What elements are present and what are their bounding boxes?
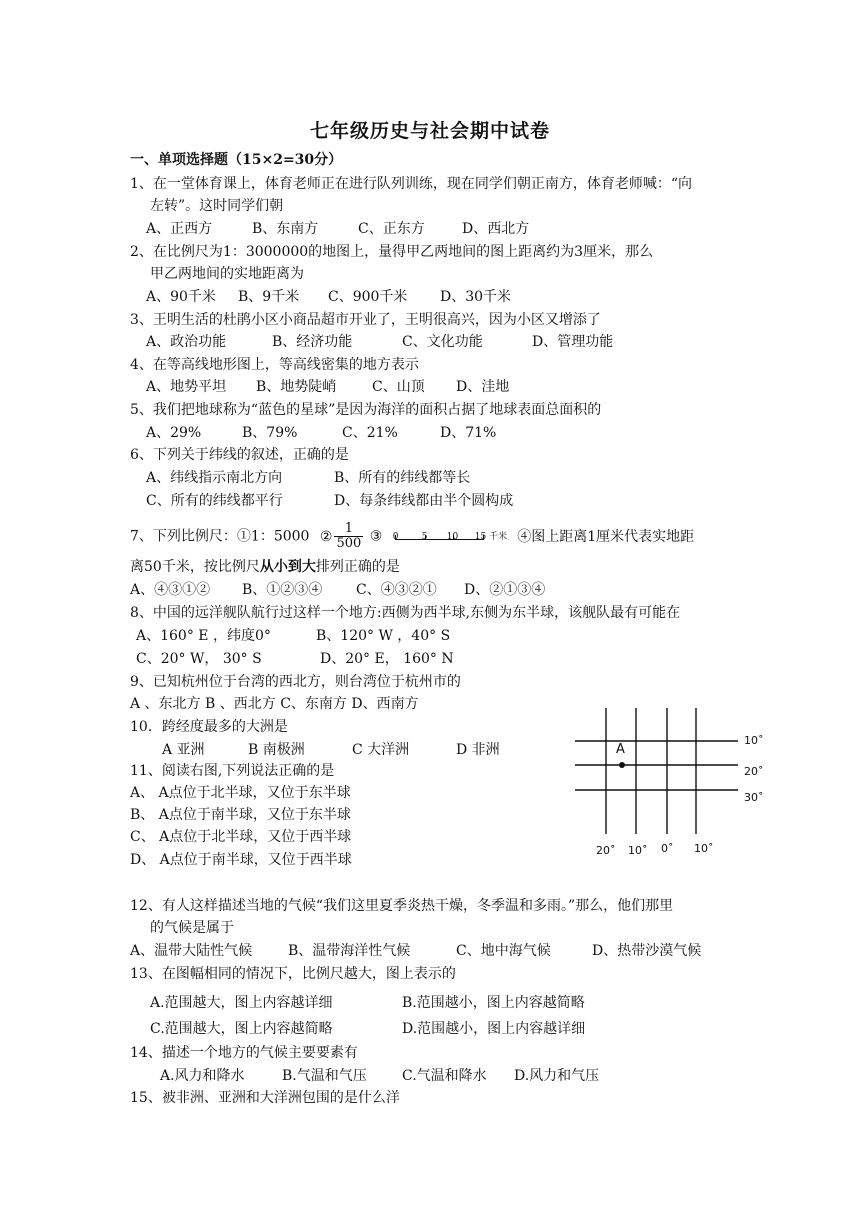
question-8-option-c: C、20° W， 30° S [136, 651, 262, 667]
scale-label-0: 0 [392, 531, 399, 542]
question-8-option-d: D、20° E， 160° N [320, 651, 454, 667]
question-2-option-a: A、90千米 [146, 289, 216, 305]
question-6-option-c: C、所有的纬线都平行 [146, 493, 283, 509]
question-7-item-4: ④图上距离1厘米代表实地距 [517, 528, 695, 545]
scale-label-15: 15 千米 [474, 531, 508, 542]
question-11-option-a: A、 A点位于北半球，又位于东半球 [130, 785, 351, 801]
question-1-option-a: A、正西方 [146, 221, 213, 237]
question-7-text-end: 排列正确的是 [315, 559, 400, 575]
question-1-text: 1、在一堂体育课上，体育老师正在进行队列训练，现在同学们朝正南方，体育老师喊：“向 [130, 176, 693, 192]
question-7-option-a: A、④③①② [130, 582, 211, 598]
question-5-option-a: A、29% [146, 425, 202, 441]
question-13-option-c: C.范围越大，图上内容越简略 [150, 1021, 333, 1037]
question-8-option-b: B、120° W ，40° S [316, 628, 451, 644]
question-7-text: 7、下列比例尺：①1：5000 [130, 528, 310, 545]
question-10-text: 10．跨经度最多的大洲是 [130, 719, 288, 735]
question-2-text: 2、在比例尺为1：3000000的地图上，量得甲乙两地间的图上距离约为3厘米，那么 [130, 244, 654, 260]
point-a-label: A [616, 742, 625, 757]
lon-label-3: 0˚ [661, 842, 674, 855]
question-14-option-b: B.气温和气压 [282, 1068, 367, 1084]
question-2-text-cont: 甲乙两地间的实地距离为 [150, 266, 304, 282]
question-7-line-2 [130, 558, 400, 576]
question-7-item-2: ② [319, 528, 333, 545]
question-2-option-c: C、900千米 [328, 289, 408, 305]
question-4-option-a: A、地势平坦 [146, 379, 227, 395]
lat-label-3: 30˚ [744, 791, 764, 804]
question-15-text: 15、被非洲、亚洲和大洋洲包围的是什么洋 [130, 1090, 400, 1106]
question-7-item-3: ③ [369, 528, 383, 545]
section-heading: 一、单项选择题（15×2=30分） [130, 152, 343, 168]
question-3-option-b: B、经济功能 [272, 334, 353, 350]
scale-label-5: 5 [421, 531, 428, 542]
lat-long-grid-figure [570, 708, 780, 860]
question-14-option-d: D.风力和气压 [514, 1068, 600, 1084]
question-7-emphasis: 从小到大 [259, 559, 316, 575]
question-2-option-b: B、9千米 [238, 289, 300, 305]
question-7-text-cont: 离50千米，按比例尺 [130, 559, 260, 575]
question-10-option-c: C 大洋洲 [352, 742, 410, 758]
question-2-option-d: D、30千米 [440, 289, 512, 305]
question-5-option-b: B、79% [242, 425, 298, 441]
question-14-option-c: C.气温和降水 [402, 1068, 487, 1084]
question-5-option-c: C、21% [342, 425, 398, 441]
question-8-option-a: A、160° E ，纬度0° [136, 628, 271, 644]
question-1-option-c: C、正东方 [358, 221, 425, 237]
question-3-option-d: D、管理功能 [532, 334, 614, 350]
lon-label-1: 20˚ [596, 844, 616, 857]
question-3-text: 3、王明生活的杜鹃小区小商品超市开业了，王明很高兴，因为小区又增添了 [130, 312, 601, 328]
question-4-option-c: C、山顶 [372, 379, 425, 395]
question-1-text-cont: 左转”。这时同学们朝 [150, 198, 284, 214]
question-7-option-d: D、②①③④ [464, 582, 546, 598]
line-scale-bar [392, 525, 508, 549]
question-5-text: 5、我们把地球称为“蓝色的星球”是因为海洋的面积占据了地球表面总面积的 [130, 402, 602, 418]
grid-svg [570, 708, 780, 860]
question-9-text: 9、已知杭州位于台湾的西北方，则台湾位于杭州市的 [130, 674, 461, 690]
question-12-option-a: A、温带大陆性气候 [130, 943, 253, 959]
question-3-option-a: A、政治功能 [146, 334, 227, 350]
fraction-numerator: 1 [334, 522, 363, 537]
question-10-option-b: B 南极洲 [248, 742, 305, 758]
question-7-option-c: C、④③②① [356, 582, 437, 598]
lat-label-1: 10˚ [744, 734, 764, 747]
question-13-text: 13、在图幅相同的情况下，比例尺越大，图上表示的 [130, 966, 456, 982]
question-7-line [130, 522, 694, 551]
question-1-option-b: B、东南方 [252, 221, 319, 237]
page-title: 七年级历史与社会期中试卷 [309, 120, 550, 142]
question-12-option-c: C、地中海气候 [456, 943, 551, 959]
fraction-denominator: 500 [336, 536, 362, 551]
question-14-text: 14、描述一个地方的气候主要要素有 [130, 1045, 358, 1061]
lat-label-2: 20˚ [744, 765, 764, 778]
lon-label-2: 10˚ [628, 844, 648, 857]
question-6-option-a: A、纬线指示南北方向 [146, 470, 283, 486]
question-13-option-a: A.范围越大，图上内容越详细 [150, 995, 333, 1011]
question-7-option-b: B、①②③④ [242, 582, 323, 598]
question-11-option-b: B、 A点位于南半球，又位于东半球 [130, 807, 351, 823]
question-11-option-c: C、 A点位于北半球，又位于西半球 [130, 829, 352, 845]
question-11-text: 11、阅读右图,下列说法正确的是 [130, 763, 335, 779]
question-14-option-a: A.风力和降水 [160, 1068, 245, 1084]
question-12-option-d: D、热带沙漠气候 [592, 943, 702, 959]
question-4-text: 4、在等高线地形图上，等高线密集的地方表示 [130, 357, 419, 373]
question-10-option-d: D 非洲 [456, 742, 500, 758]
question-13-option-b: B.范围越小，图上内容越简略 [402, 995, 585, 1011]
scale-label-10: 10 [446, 531, 459, 542]
question-4-option-d: D、洼地 [456, 379, 510, 395]
question-4-option-b: B、地势陡峭 [256, 379, 337, 395]
fraction-scale [334, 522, 363, 551]
question-10-option-a: A 亚洲 [162, 742, 205, 758]
question-1-option-d: D、西北方 [462, 221, 530, 237]
question-8-text: 8、中国的远洋舰队航行过这样一个地方:西侧为西半球,东侧为东半球，该舰队最有可能在 [130, 605, 681, 621]
question-6-option-b: B、所有的纬线都等长 [334, 470, 471, 486]
question-12-text: 12、有人这样描述当地的气候“我们这里夏季炎热干燥，冬季温和多雨。”那么，他们那里 [130, 898, 674, 914]
point-a-marker [619, 762, 625, 768]
question-6-text: 6、下列关于纬线的叙述，正确的是 [130, 447, 349, 463]
question-5-option-d: D、71% [440, 425, 497, 441]
question-13-option-d: D.范围越小，图上内容越详细 [402, 1021, 586, 1037]
question-9-options: A 、东北方 B 、西北方 C、东南方 D、西南方 [130, 696, 419, 712]
lon-label-4: 10˚ [694, 842, 714, 855]
question-3-option-c: C、文化功能 [402, 334, 483, 350]
question-6-option-d: D、每条纬线都由半个圆构成 [334, 493, 514, 509]
question-11-option-d: D、 A点位于南半球，又位于西半球 [130, 852, 352, 868]
question-12-option-b: B、温带海洋性气候 [288, 943, 411, 959]
question-12-text-cont: 的气候是属于 [150, 920, 234, 936]
